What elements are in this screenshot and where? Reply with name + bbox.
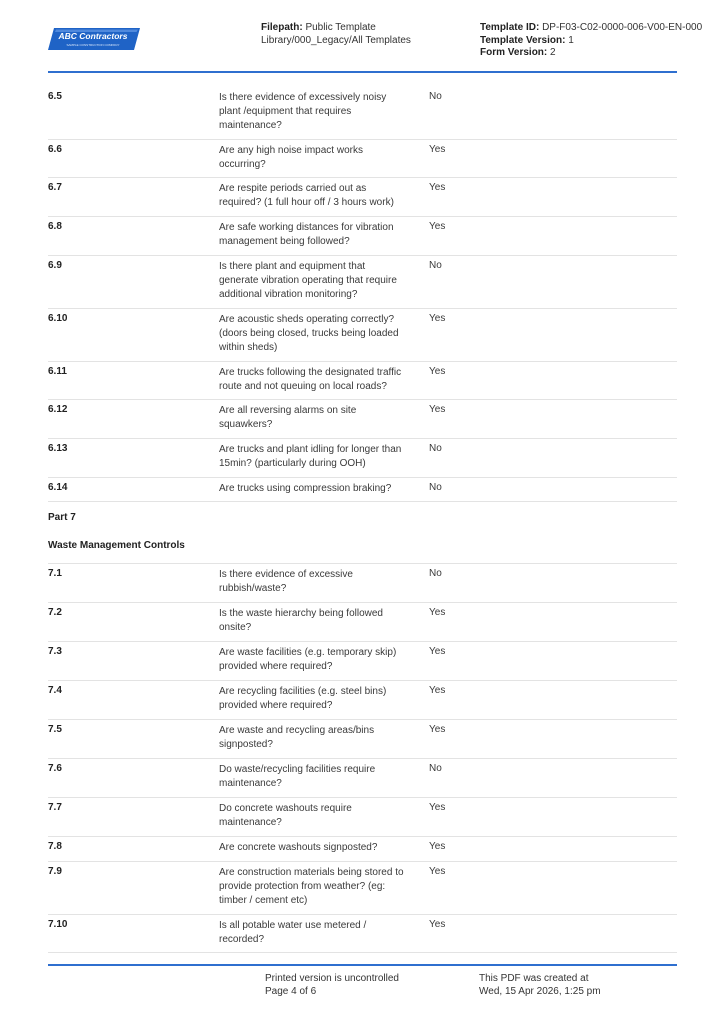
item-number: 6.6 <box>48 144 62 155</box>
item-number: 7.7 <box>48 802 62 813</box>
item-answer: No <box>429 763 442 774</box>
form-version-label: Form Version: <box>480 47 548 58</box>
item-question: Do waste/recycling facilities require maintenance? <box>219 764 376 789</box>
checklist-table <box>48 87 677 953</box>
item-answer: Yes <box>429 866 446 877</box>
page-number: Page 4 of 6 <box>265 986 317 997</box>
item-answer: Yes <box>429 182 446 193</box>
item-answer: No <box>429 260 442 271</box>
table-row <box>48 564 677 603</box>
created-value: Wed, 15 Apr 2026, 1:25 pm <box>479 986 601 997</box>
item-number: 6.14 <box>48 482 68 493</box>
form-version-value: 2 <box>550 47 556 58</box>
item-number: 6.5 <box>48 91 62 102</box>
filepath-value: Public Template Library/000_Legacy/All Templates <box>261 22 411 46</box>
template-version-label: Template Version: <box>480 34 566 46</box>
table-row <box>48 309 677 362</box>
item-number: 6.7 <box>48 182 62 193</box>
item-question: Are waste and recycling areas/bins signposted? <box>219 725 375 750</box>
item-answer: Yes <box>429 404 446 415</box>
uncontrolled-note: Printed version is uncontrolled <box>265 973 399 984</box>
table-row <box>48 720 677 759</box>
table-row <box>48 178 677 217</box>
part-6-rows <box>48 87 677 502</box>
table-row <box>48 478 677 502</box>
item-question: Are any high noise impact works occurring? <box>219 145 363 170</box>
template-info <box>480 22 703 60</box>
part-7-rows <box>48 564 677 953</box>
item-number: 7.3 <box>48 646 62 657</box>
item-number: 6.11 <box>48 366 67 377</box>
item-question: Are trucks following the designated traffic route and not queuing on local roads? <box>219 367 402 392</box>
item-number: 7.4 <box>48 685 62 696</box>
table-row <box>48 862 677 915</box>
item-number: 6.12 <box>48 404 68 415</box>
form-version <box>480 47 680 60</box>
table-row <box>48 642 677 681</box>
item-question: Are concrete washouts signposted? <box>219 842 378 853</box>
table-row <box>48 400 677 439</box>
item-answer: No <box>429 568 442 579</box>
item-number: 6.13 <box>48 443 68 454</box>
logo-text: ABC Contractors <box>58 31 128 41</box>
item-question: Is there evidence of excessively noisy plant /equipment that requires maintenance? <box>219 92 387 131</box>
section-title: Waste Management Controls <box>48 540 185 551</box>
template-id-value: DP-F03-C02-0000-006-V00-EN-000 <box>542 22 703 33</box>
table-row <box>48 837 677 862</box>
item-question: Are recycling facilities (e.g. steel bins) provided where required? <box>219 686 387 711</box>
table-row <box>48 217 677 256</box>
item-question: Are all reversing alarms on site squawkers? <box>219 405 357 430</box>
filepath <box>261 22 461 47</box>
table-row <box>48 681 677 720</box>
item-number: 7.6 <box>48 763 62 774</box>
table-row <box>48 362 677 400</box>
footer-left <box>265 972 399 998</box>
item-answer: Yes <box>429 313 446 324</box>
item-question: Are acoustic sheds operating correctly? (doors being closed, trucks being loaded within sheds) <box>219 314 399 353</box>
item-number: 6.10 <box>48 313 68 324</box>
item-answer: Yes <box>429 366 446 377</box>
created-label: This PDF was created at <box>479 973 589 984</box>
item-answer: Yes <box>429 221 446 232</box>
item-question: Are safe working distances for vibration management being followed? <box>219 222 394 247</box>
part-label: Part 7 <box>48 512 76 523</box>
item-answer: Yes <box>429 802 446 813</box>
item-number: 7.5 <box>48 724 62 735</box>
header-divider <box>48 71 677 73</box>
template-version-value: 1 <box>568 34 574 46</box>
item-answer: Yes <box>429 144 446 155</box>
item-answer: Yes <box>429 724 446 735</box>
item-answer: Yes <box>429 607 446 618</box>
item-question: Are trucks and plant idling for longer than 15min? (particularly during OOH) <box>219 444 402 469</box>
table-row <box>48 603 677 642</box>
template-version <box>480 35 680 48</box>
item-answer: Yes <box>429 646 446 657</box>
item-number: 7.8 <box>48 841 62 852</box>
table-row <box>48 140 677 178</box>
table-row <box>48 915 677 953</box>
company-logo <box>48 28 140 50</box>
item-answer: No <box>429 91 442 102</box>
table-row <box>48 798 677 837</box>
item-number: 7.10 <box>48 919 68 930</box>
item-question: Are construction materials being stored to provide protection from weather? (eg: timber / cement etc) <box>219 867 404 906</box>
item-question: Is the waste hierarchy being followed onsite? <box>219 608 383 633</box>
item-answer: No <box>429 482 442 493</box>
template-id-label: Template ID: <box>480 22 540 33</box>
item-number: 7.1 <box>48 568 62 579</box>
item-question: Is there plant and equipment that generate vibration operating that require additional vibration monitoring? <box>219 261 397 300</box>
table-row <box>48 759 677 798</box>
item-answer: No <box>429 443 442 454</box>
item-question: Is all potable water use metered / recorded? <box>219 920 367 945</box>
footer-right <box>479 972 601 998</box>
section-title-row <box>48 534 677 564</box>
part-label-row <box>48 502 677 534</box>
item-question: Do concrete washouts require maintenance? <box>219 803 352 828</box>
item-number: 6.8 <box>48 221 62 232</box>
filepath-label: Filepath: <box>261 22 303 33</box>
template-id <box>480 22 703 35</box>
item-question: Are trucks using compression braking? <box>219 483 392 494</box>
item-answer: Yes <box>429 841 446 852</box>
table-row <box>48 87 677 140</box>
item-number: 7.2 <box>48 607 62 618</box>
item-answer: Yes <box>429 919 446 930</box>
footer-divider <box>48 964 677 966</box>
item-number: 7.9 <box>48 866 62 877</box>
item-question: Are respite periods carried out as required? (1 full hour off / 3 hours work) <box>219 183 394 208</box>
item-number: 6.9 <box>48 260 62 271</box>
page-header <box>0 0 725 80</box>
item-question: Are waste facilities (e.g. temporary skip) provided where required? <box>219 647 397 672</box>
table-row <box>48 256 677 309</box>
logo-tagline: SAMPLE CONSTRUCTION COMPANY <box>66 43 120 47</box>
item-answer: Yes <box>429 685 446 696</box>
table-row <box>48 439 677 478</box>
item-question: Is there evidence of excessive rubbish/waste? <box>219 569 353 594</box>
